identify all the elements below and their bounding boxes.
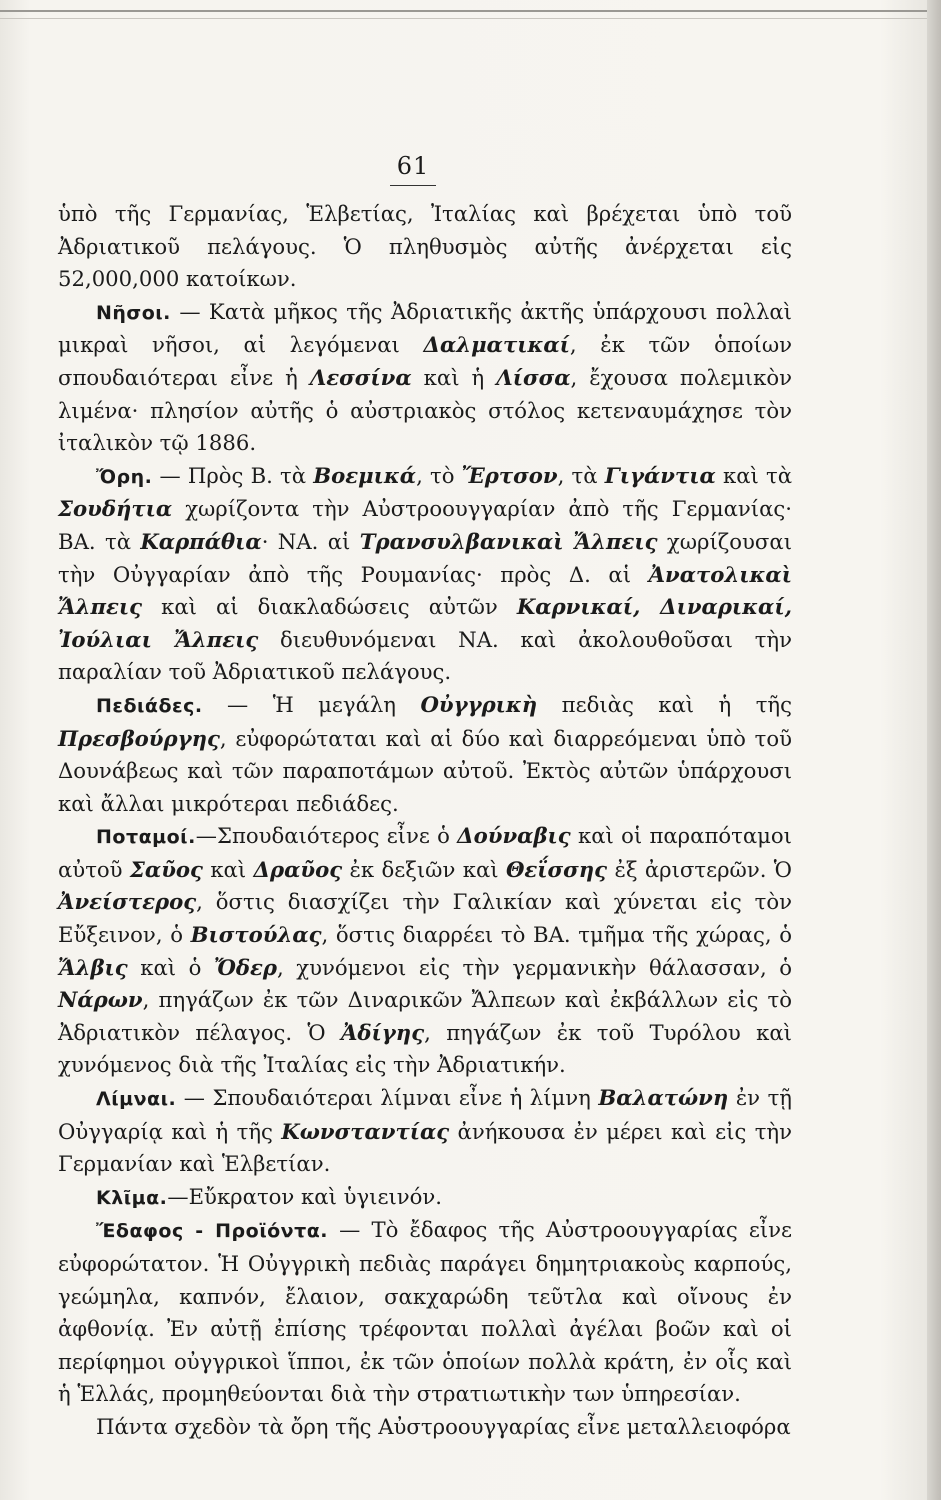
text-run: καὶ αἱ διακλαδώσεις αὐτῶν: [142, 594, 517, 620]
text-run: ὑπὸ τῆς Γερμανίας, Ἑλβετίας, Ἰταλίας καὶ βρέχεται ὑπὸ τοῦ Ἀδριατικοῦ πελάγους. Ὁ πληθυσμὸς αὐτῆς ἀνέρχεται εἰς 52,000,000 κατοίκων.: [58, 201, 792, 292]
text-run: —Σπουδαιότερος εἶνε ὁ: [195, 823, 458, 849]
place-name: Λεσσίνα: [309, 364, 412, 390]
place-name: Ἄλβις: [58, 954, 128, 980]
text-run: — Κατὰ μῆκος τῆς Ἀδριατικῆς ἀκτῆς ὑπάρχουσι πολλαὶ μικραὶ νῆσοι, αἱ λεγόμεναι: [58, 298, 792, 358]
body-text: [58, 198, 792, 1444]
section-heading: Νῆσοι.: [96, 301, 171, 324]
text-run: Πάντα σχεδὸν τὰ ὄρη τῆς Αὐστροουγγαρίας εἶνε μεταλλειοφόρα: [96, 1413, 791, 1439]
text-run: καὶ ὁ: [127, 954, 214, 980]
place-name: Σουδήτια: [58, 496, 173, 522]
text-run: , ὅστις διασχίζει τὴν Γαλικίαν καὶ χύνεται εἰς τὸν Εὔξεινον, ὁ: [58, 889, 792, 948]
paragraph-mountains: [58, 460, 792, 689]
place-name: Καρπάθια: [140, 528, 262, 554]
place-name: Δούναβις: [457, 823, 571, 849]
place-name: Ἔρτσον: [461, 462, 558, 488]
paragraph-rivers: [58, 820, 792, 1082]
text-run: — Σπουδαιότεραι λίμναι εἶνε ἡ λίμνη: [176, 1085, 599, 1111]
section-heading: Ποταμοί.: [96, 826, 196, 849]
text-run: καὶ: [202, 856, 254, 882]
paragraph-soil-products: [58, 1214, 792, 1411]
text-run: ἐξ ἀριστερῶν. Ὁ: [607, 856, 793, 882]
page-top-rule: [0, 10, 941, 12]
place-name: Βοεμικά: [313, 462, 417, 488]
section-heading: Ἔδαφος - Προϊόντα.: [96, 1220, 328, 1243]
section-heading: Κλῖμα.: [96, 1186, 168, 1209]
text-run: —Εὔκρατον καὶ ὑγιεινόν.: [167, 1183, 443, 1209]
page-top-rule-secondary: [0, 18, 941, 19]
place-name: Δραῦος: [253, 856, 343, 882]
text-run: χωρίζουσαι τὴν Οὐγγαρίαν ἀπὸ τῆς Ρουμανίας· πρὸς Δ. αἱ: [58, 528, 793, 587]
text-run: , πηγάζων ἐκ τῶν Διναρικῶν Ἄλπεων καὶ ἐκβάλλων εἰς τὸ Ἀδριατικὸν πέλαγος. Ὁ: [58, 987, 792, 1045]
place-name: Καρνικαί, Διναρικαί, Ἰούλιαι Ἄλπεις: [58, 594, 792, 652]
place-name: Βαλατώνη: [598, 1085, 729, 1111]
paragraph-climate: [58, 1181, 792, 1215]
text-run: , τὸ: [416, 462, 462, 488]
paragraph-plains: [58, 689, 792, 820]
page-number: 61: [396, 152, 430, 180]
place-name: Βιστούλας: [190, 922, 322, 948]
place-name: Νάρων: [58, 987, 143, 1013]
text-run: ἐκ δεξιῶν καὶ: [342, 856, 506, 882]
text-run: , πηγάζων ἐκ τοῦ Τυρόλου καὶ χυνόμενος διὰ τῆς Ἰταλίας εἰς τὴν Ἀδριατικήν.: [58, 1019, 792, 1078]
section-heading: Ὄρη.: [96, 465, 153, 488]
place-name: Ὄδερ: [213, 954, 277, 980]
page-right-edge: [927, 0, 941, 1500]
text-run: καὶ οἱ παραπόταμοι αὐτοῦ: [58, 823, 792, 882]
section-heading: Λίμναι.: [96, 1088, 177, 1111]
paragraph-islands: [58, 296, 792, 460]
paragraph: [58, 1411, 792, 1444]
text-run: , ὅστις διαρρέει τὸ ΒΑ. τμῆμα τῆς χώρας, ὁ: [321, 922, 792, 948]
text-run: — Πρὸς Β. τὰ: [152, 462, 314, 488]
text-run: · ΝΑ. αἱ: [261, 528, 360, 554]
place-name: Οὐγγρικὴ: [420, 691, 538, 717]
text-run: ἀνήκουσα ἐν μέρει καὶ εἰς τὴν Γερμανίαν καὶ Ἑλβετίαν.: [58, 1118, 793, 1177]
place-name: Σαῦος: [129, 856, 203, 882]
place-name: Θεΐσσης: [505, 856, 608, 882]
place-name: Ἀνείστερος: [58, 889, 197, 915]
text-run: , χυνόμενοι εἰς τὴν γερμανικὴν θάλασσαν, ὁ: [276, 954, 792, 980]
text-run: , τὰ: [557, 462, 605, 488]
text-run: — Τὸ ἔδαφος τῆς Αὐστροουγγαρίας εἶνε εὐφορώτατον. Ἡ Οὐγγρικὴ πεδιὰς παράγει δημητριακοὺς καρπούς, γεώμηλα, καπνόν, ἔλαιον, σακχαρώδη τεῦτλα καὶ οἴνους ἐν ἀφθονίᾳ. Ἐν αὐτῇ ἐπίσης τρέφονται πολλαὶ ἀγέλαι βοῶν καὶ οἱ περίφημοι οὐγγρικοὶ ἵπποι, ἐκ τῶν ὁποίων πολλὰ κράτη, ἐν οἷς καὶ ἡ Ἑλλάς, προμηθεύονται διὰ τὴν στρατιωτικὴν των ὑπηρεσίαν.: [58, 1217, 792, 1407]
place-name: Δαλματικαί: [423, 332, 570, 358]
text-run: διευθυνόμεναι ΝΑ. καὶ ἀκολουθοῦσαι τὴν παραλίαν τοῦ Ἀδριατικοῦ πελάγους.: [58, 626, 792, 685]
place-name: Κωνσταντίας: [281, 1118, 450, 1144]
text-run: καὶ τὰ: [715, 462, 792, 488]
paragraph-lakes: [58, 1082, 792, 1181]
text-run: , εὐφορώταται καὶ αἱ δύο καὶ διαρρεόμεναι ὑπὸ τοῦ Δουνάβεως καὶ τῶν παραποτάμων αὐτοῦ. Ἐκτὸς αὐτῶν ὑπάρχουσι καὶ ἄλλαι μικρότεραι πεδιάδες.: [58, 725, 792, 816]
text-run: πεδιὰς καὶ ἡ τῆς: [537, 691, 792, 717]
place-name: Πρεσβούργης: [58, 725, 220, 751]
place-name: Γιγάντια: [604, 462, 716, 488]
place-name: Λίσσα: [496, 364, 571, 390]
page-number-rule: [390, 185, 436, 186]
text-run: καὶ ἡ: [411, 364, 497, 390]
text-run: , ἐκ τῶν ὁποίων σπουδαιότεραι εἶνε ἡ: [58, 332, 792, 390]
place-name: Ἀνατολικαὶ Ἄλπεις: [58, 561, 792, 620]
paragraph: [58, 198, 792, 296]
text-run: χωρίζοντα τὴν Αὐστροουγγαρίαν ἀπὸ τῆς Γερμανίας· ΒΑ. τὰ: [58, 496, 792, 554]
place-name: Τρανσυλβανικαὶ Ἄλπεις: [359, 528, 658, 554]
place-name: Ἀδίγης: [340, 1019, 425, 1045]
text-run: , ἔχουσα πολεμικὸν λιμένα· πλησίον αὐτῆς ὁ αὐστριακὸς στόλος κετεναυμάχησε τὸν ἰταλικὸν τῷ 1886.: [58, 364, 792, 456]
section-heading: Πεδιάδες.: [96, 694, 203, 717]
text-run: — Ἡ μεγάλη: [202, 691, 421, 717]
text-run: ἐν τῇ Οὐγγαρίᾳ καὶ ἡ τῆς: [58, 1085, 792, 1144]
